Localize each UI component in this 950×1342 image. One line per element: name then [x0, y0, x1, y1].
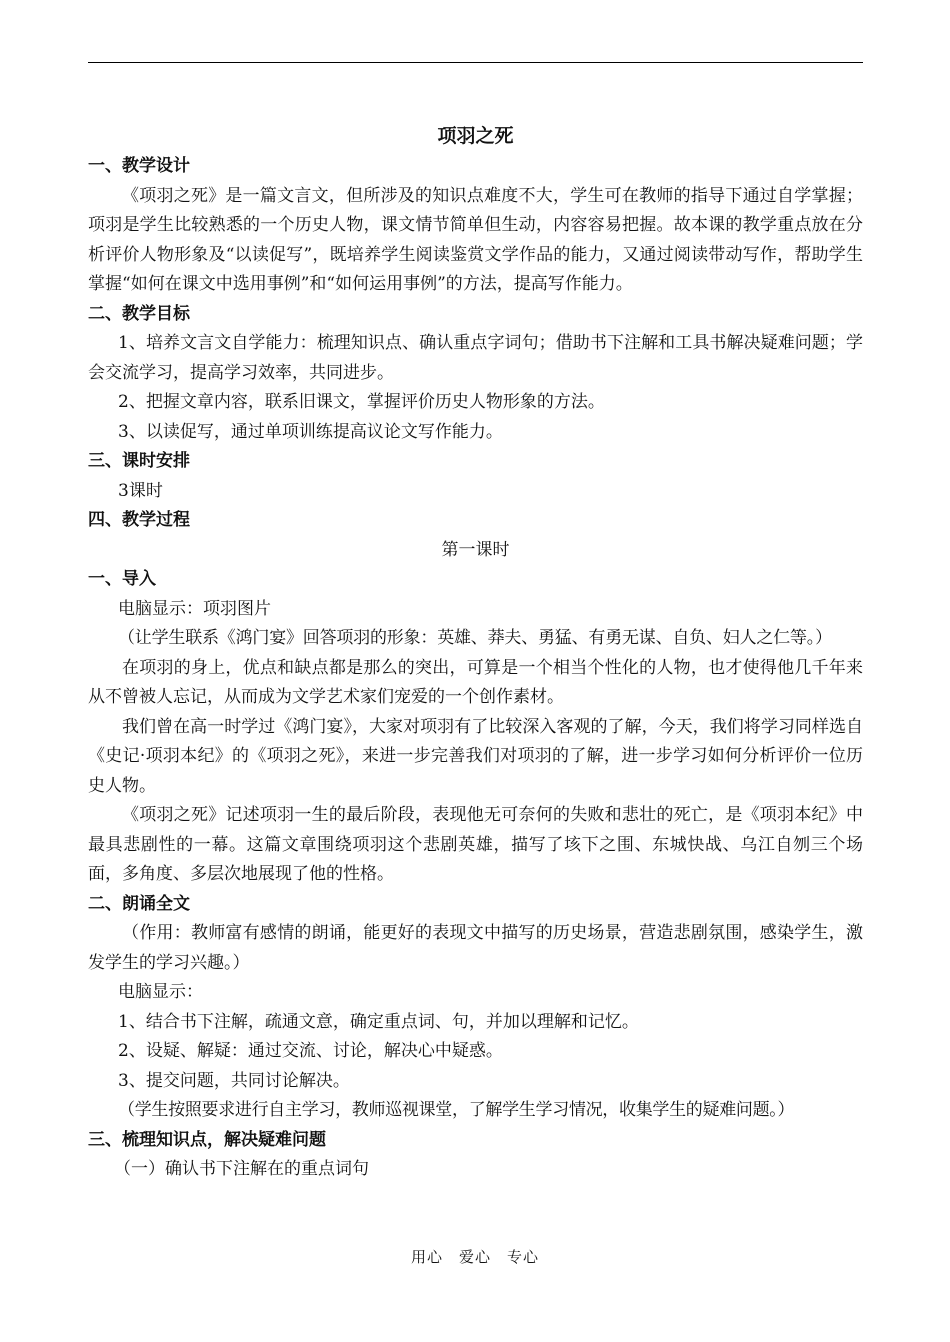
section-heading-teaching-goals: 二、教学目标 — [88, 303, 190, 324]
intro-line: （让学生联系《鸿门宴》回答项羽的形象：英雄、莽夫、勇猛、有勇无谋、自负、妇人之仁等。） — [118, 628, 832, 648]
teaching-design-paragraph: 《项羽之死》是一篇文言文，但所涉及的知识点难度不大，学生可在教师的指导下通过自学掌握；项羽是学生比较熟悉的一个历史人物，课文情节简单但生动，内容容易把握。故本课的教学重点放在分析评价人物形象及“以读促写”，既培养学生阅读鉴赏文学作品的能力，又通过阅读带动写作，帮助学生掌握“如何在课文中选用事例”和“如何运用事例”的方法，提高写作能力。 — [88, 185, 863, 294]
recitation-line: 电脑显示： — [118, 982, 203, 1002]
goal-item-3: 3、以读促写，通过单项训练提高议论文写作能力。 — [118, 421, 503, 442]
step-heading-recitation: 二、朗诵全文 — [88, 893, 190, 914]
recitation-paragraph: （作用：教师富有感情的朗诵，能更好的表现文中描写的历史场景，营造悲剧氛围，感染学生，激发学生的学习兴趣。） — [88, 923, 863, 973]
schedule-text: 3课时 — [118, 480, 163, 501]
knowledge-subitem: （一）确认书下注解在的重点词句 — [114, 1159, 369, 1179]
step-heading-introduction: 一、导入 — [88, 569, 156, 589]
intro-paragraph: 《项羽之死》记述项羽一生的最后阶段，表现他无可奈何的失败和悲壮的死亡，是《项羽本纪》中最具悲剧性的一幕。这篇文章围绕项羽这个悲剧英雄，描写了垓下之围、东城快战、乌江自刎三个场面，多角度、多层次地展现了他的性格。 — [88, 805, 863, 884]
section-heading-teaching-design: 一、教学设计 — [88, 156, 190, 176]
goal-item-2: 2、把握文章内容，联系旧课文，掌握评价历史人物形象的方法。 — [118, 392, 605, 412]
section-heading-process: 四、教学过程 — [88, 510, 190, 530]
header-rule — [88, 62, 863, 63]
step-heading-knowledge: 三、梳理知识点，解决疑难问题 — [88, 1129, 326, 1150]
goal-item-1: 1、培养文言文自学能力：梳理知识点、确认重点字词句；借助书下注解和工具书解决疑难问题；学会交流学习，提高学习效率，共同进步。 — [88, 333, 863, 383]
intro-line: 电脑显示：项羽图片 — [118, 598, 271, 619]
lesson-label: 第一课时 — [441, 539, 510, 560]
document-body — [88, 120, 863, 1185]
recitation-line: 1、结合书下注解，疏通文意，确定重点词、句，并加以理解和记忆。 — [118, 1011, 639, 1032]
recitation-line: （学生按照要求进行自主学习，教师巡视课堂，了解学生学习情况，收集学生的疑难问题。） — [118, 1100, 795, 1120]
intro-paragraph: 我们曾在高一时学过《鸿门宴》，大家对项羽有了比较深入客观的了解，今天，我们将学习同样选自《史记·项羽本纪》的《项羽之死》，来进一步完善我们对项羽的了解，进一步学习如何分析评价一位历史人物。 — [88, 716, 863, 796]
document-title: 项羽之死 — [437, 125, 514, 147]
recitation-line: 2、设疑、解疑：通过交流、讨论，解决心中疑惑。 — [118, 1041, 503, 1061]
page-footer: 用心 爱心 专心 — [410, 1248, 539, 1266]
section-heading-schedule: 三、课时安排 — [88, 451, 190, 471]
recitation-line: 3、提交问题，共同讨论解决。 — [118, 1070, 350, 1091]
intro-paragraph: 在项羽的身上，优点和缺点都是那么的突出，可算是一个相当个性化的人物，也才使得他几千年来从不曾被人忘记，从而成为文学艺术家们宠爱的一个创作素材。 — [88, 657, 863, 707]
